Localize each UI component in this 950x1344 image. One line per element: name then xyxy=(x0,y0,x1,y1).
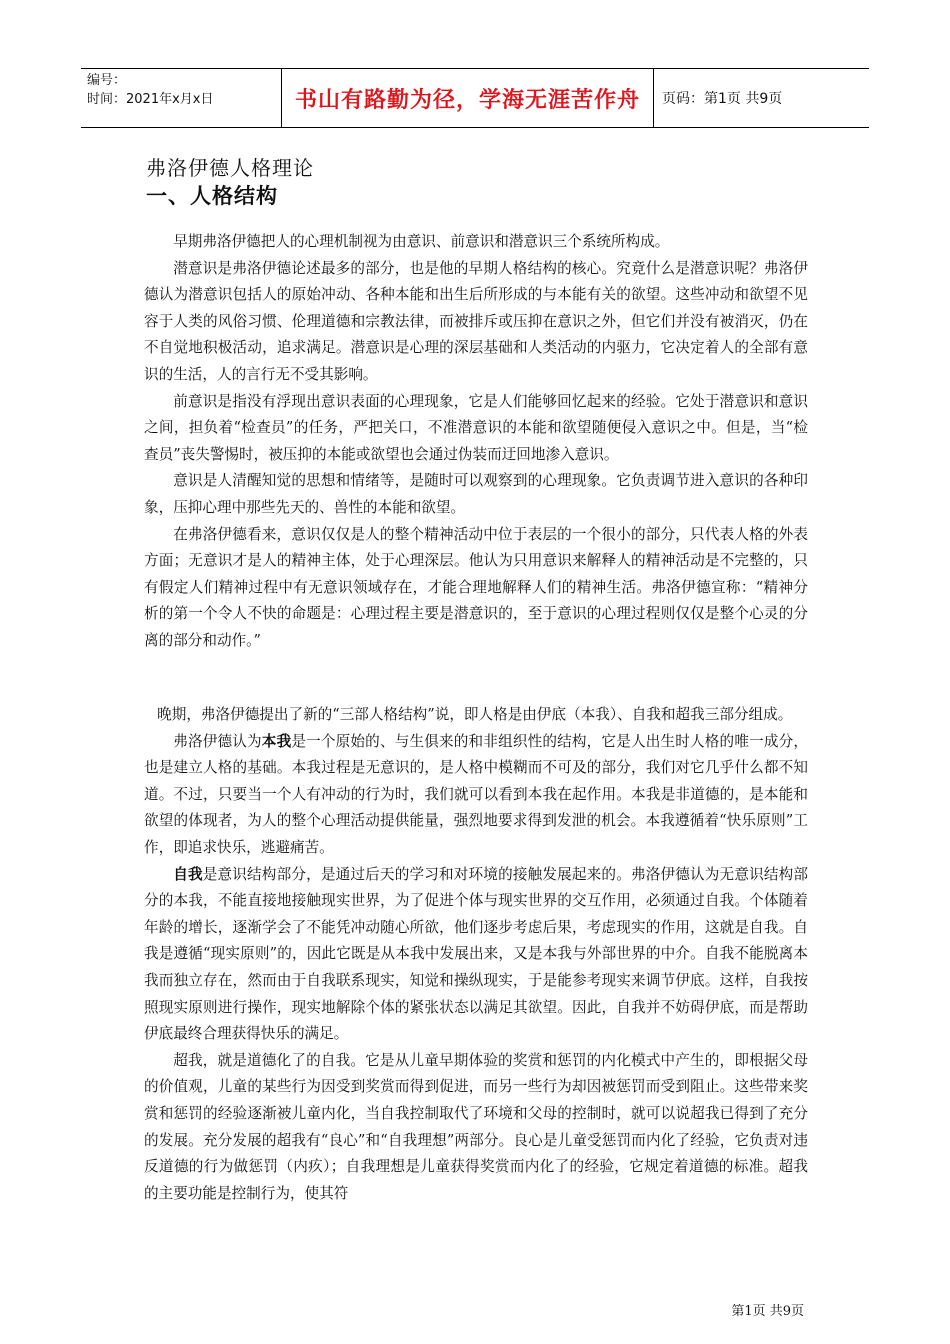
document-number-label: 编号： xyxy=(87,73,127,88)
document-date-label: 时间：2021年x月x日 xyxy=(87,92,214,107)
page-footer: 第1页 共9页 xyxy=(731,1304,804,1319)
keyword-ego: 自我 xyxy=(173,865,203,883)
body-part2 xyxy=(144,702,808,1207)
page-header xyxy=(81,68,869,128)
header-motto: 书山有路勤为径，学海无涯苦作舟 xyxy=(281,69,654,127)
section-heading: 一、人格结构 xyxy=(146,183,278,208)
header-page-info: 页码：第1页 共9页 xyxy=(662,91,783,107)
paragraph: 潜意识是弗洛伊德论述最多的部分，也是他的早期人格结构的核心。究竟什么是潜意识呢？弗洛伊德认为潜意识包括人的原始冲动、各种本能和出生后所形成的与本能有关的欲望。这些冲动和欲望不见容于人类的风俗习惯、伦理道德和宗教法律，而被排斥或压抑在意识之外，但它们并没有被消灭，仍在不自觉地积极活动，追求满足。潜意识是心理的深层基础和人类活动的内驱力，它决定着人的全部有意识的生活，人的言行无不受其影响。 xyxy=(144,259,808,383)
paragraph-ego xyxy=(144,862,808,1048)
paragraph: 意识是人清醒知觉的思想和情绪等，是随时可以观察到的心理现象。它负责调节进入意识的各种印象，压抑心理中那些先天的、兽性的本能和欲望。 xyxy=(144,472,808,516)
id-text: 是一个原始的、与生俱来的和非组织性的结构，它是人出生时人格的唯一成分，也是建立人格的基础。本我过程是无意识的，是人格中模糊而不可及的部分，我们对它几乎什么都不知道。不过，只要当一个人有冲动的行为时，我们就可以看到本我在起作用。本我是非道德的，是本能和欲望的体现者，为人的整个心理活动提供能量，强烈地要求得到发泄的机会。本我遵循着“快乐原则”工作，即追求快乐，逃避痛苦。 xyxy=(144,732,808,856)
paragraph: 早期弗洛伊德把人的心理机制视为由意识、前意识和潜意识三个系统所构成。 xyxy=(173,233,670,250)
body-part1 xyxy=(144,229,808,655)
header-meta xyxy=(81,69,281,127)
paragraph: 前意识是指没有浮现出意识表面的心理现象，它是人们能够回忆起来的经验。它处于潜意识和意识之间，担负着“检查员”的任务，严把关口，不准潜意识的本能和欲望随便侵入意识之中。但是，当“检查员”丧失警惕时，被压抑的本能或欲望也会通过伪装而迂回地渗入意识。 xyxy=(144,392,808,463)
paragraph-superego: 超我，就是道德化了的自我。它是从儿童早期体验的奖赏和惩罚的内化模式中产生的，即根据父母的价值观，儿童的某些行为因受到奖赏而得到促进，而另一些行为却因被惩罚而受到阻止。这些带来奖赏和惩罚的经验逐渐被儿童内化，当自我控制取代了环境和父母的控制时，就可以说超我已得到了充分的发展。充分发展的超我有“良心”和“自我理想”两部分。良心是儿童受惩罚而内化了经验，它负责对违反道德的行为做惩罚（内疚）；自我理想是儿童获得奖赏而内化了的经验，它规定着道德的标准。超我的主要功能是控制行为，使其符 xyxy=(144,1051,808,1202)
paragraph-id xyxy=(144,729,808,862)
document-title: 弗洛伊德人格理论 xyxy=(146,156,314,180)
keyword-id: 本我 xyxy=(261,732,292,750)
ego-text: 是意识结构部分，是通过后天的学习和对环境的接触发展起来的。弗洛伊德认为无意识结构部分的本我，不能直接地接触现实世界，为了促进个体与现实世界的交互作用，必须通过自我。个体随着年龄的增长，逐渐学会了不能凭冲动随心所欲，他们逐步考虑后果，考虑现实的作用，这就是自我。自我是遵循“现实原则”的，因此它既是从本我中发展出来，又是本我与外部世界的中介。自我不能脱离本我而独立存在，然而由于自我联系现实，知觉和操纵现实，于是能参考现实来调节伊底。这样，自我按照现实原则进行操作，现实地解除个体的紧张状态以满足其欲望。因此，自我并不妨碍伊底，而是帮助伊底最终合理获得快乐的满足。 xyxy=(144,865,808,1043)
paragraph: 在弗洛伊德看来，意识仅仅是人的整个精神活动中位于表层的一个很小的部分，只代表人格的外表方面；无意识才是人的精神主体，处于心理深层。他认为只用意识来解释人的精神活动是不完整的，只有假定人们精神过程中有无意识领域存在，才能合理地解释人们的精神生活。弗洛伊德宣称：“精神分析的第一个令人不快的命题是：心理过程主要是潜意识的，至于意识的心理过程则仅仅是整个心灵的分离的部分和动作。” xyxy=(144,525,808,649)
id-prefix: 弗洛伊德认为 xyxy=(173,732,262,750)
paragraph-late-theory: 晚期，弗洛伊德提出了新的“三部人格结构”说，即人格是由伊底（本我）、自我和超我三部分组成。 xyxy=(157,706,793,723)
